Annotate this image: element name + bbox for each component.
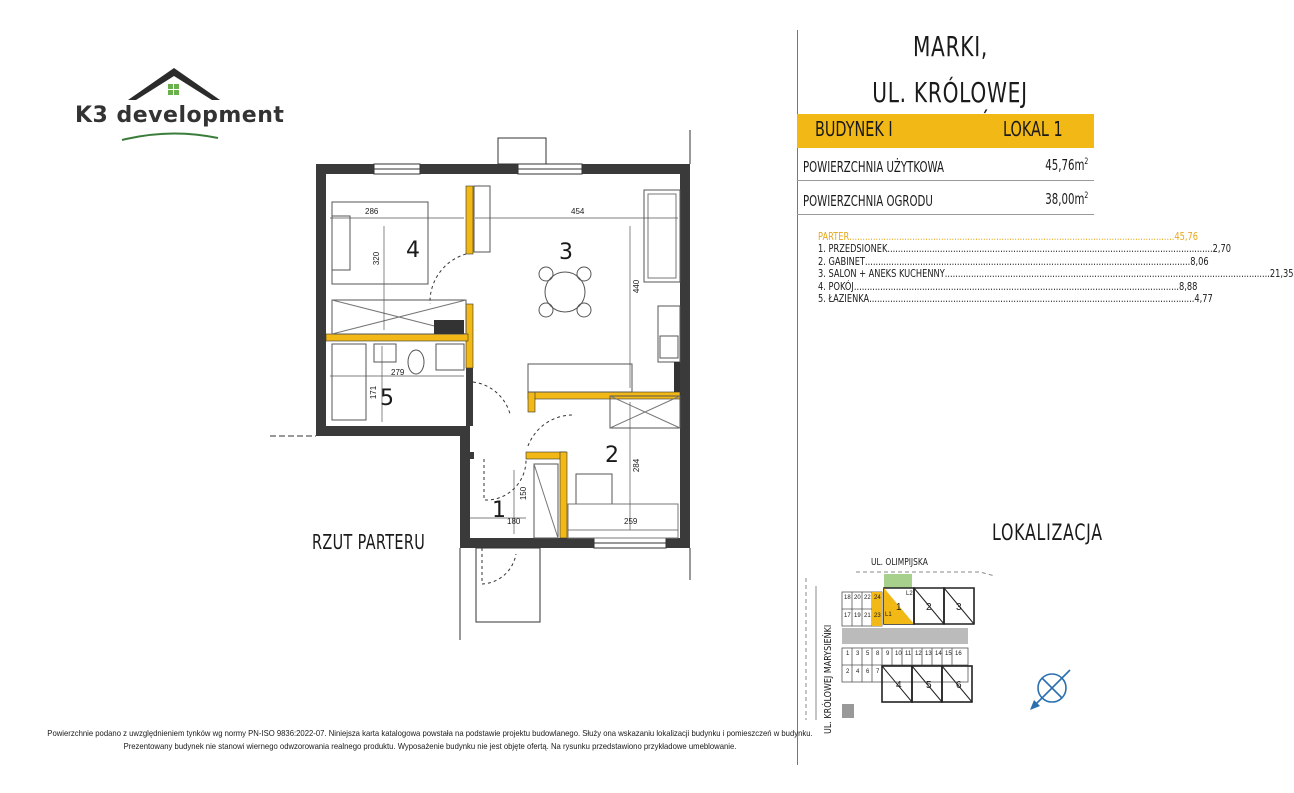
lot-num: 4	[856, 669, 860, 675]
dim-150: 150	[519, 486, 529, 501]
dim-171: 171	[369, 385, 379, 400]
lot-num: 1	[846, 651, 850, 657]
dim-286: 286	[365, 207, 379, 216]
unit-label-l2: L2	[906, 591, 913, 597]
building-num-3: 3	[956, 602, 962, 613]
location-heading: LOKALIZACJA	[992, 521, 1103, 546]
lot-num: 18	[844, 595, 851, 601]
lot-num: 16	[955, 651, 962, 657]
dim-259: 259	[624, 517, 638, 526]
street-title: UL. KRÓLOWEJ	[872, 76, 1028, 109]
plan-room-number-3: 3	[559, 240, 573, 265]
city-title: MARKI,	[912, 30, 989, 63]
building-num-2: 2	[926, 602, 932, 613]
separator	[797, 214, 1094, 215]
garden-area-label: POWIERZCHNIA OGRODU	[803, 192, 933, 210]
dim-279: 279	[391, 368, 405, 377]
logo-swoosh-icon	[120, 130, 220, 142]
floor-plan	[270, 130, 710, 640]
dim-180: 180	[507, 517, 521, 526]
plan-caption: RZUT PARTERU	[312, 530, 426, 554]
lot-num: 14	[935, 651, 942, 657]
room-row-parter: PARTER ............................................................................................................................ 45,76	[818, 230, 1199, 243]
plan-room-number-4: 4	[406, 238, 420, 263]
dim-454: 454	[571, 207, 585, 216]
lot-num: 5	[866, 651, 870, 657]
lot-num: 12	[915, 651, 922, 657]
plan-room-number-1: 1	[492, 498, 506, 523]
unit-label-l1: L1	[885, 612, 892, 618]
location-map	[800, 548, 1100, 723]
lot-num: 9	[886, 651, 890, 657]
lot-num: 23	[874, 613, 881, 619]
lot-num: 10	[895, 651, 902, 657]
room-row: 5. ŁAZIENKA ............................................................................................................................ 4,77	[818, 291, 1213, 305]
lot-num: 6	[866, 669, 870, 675]
room-row: 4. POKÓJ ............................................................................................................................ 8,88	[818, 279, 1198, 293]
room-row: 3. SALON + ANEKS KUCHENNY ............................................................................................................................ 21,35	[818, 267, 1294, 281]
separator	[797, 180, 1094, 181]
lot-num: 24	[874, 595, 881, 601]
lot-num: 3	[856, 651, 860, 657]
disclaimer-line-2: Prezentowany budynek nie stanowi wiernego odwzorowania realnego produktu. Wyposażenie budynku nie jest objęte ofertą. Na rysunku przedstawiono przykładowe umeblowanie.	[123, 741, 737, 751]
plan-room-number-2: 2	[605, 443, 619, 468]
building-num-4: 4	[896, 680, 902, 691]
lot-num: 2	[846, 669, 850, 675]
logo-text: K3 development	[75, 103, 285, 128]
dim-320: 320	[372, 251, 382, 266]
room-row: 1. PRZEDSIONEK ............................................................................................................................ 2,70	[818, 242, 1231, 256]
street-side-label: UL. KRÓLOWEJ MARYSIEŃKI	[823, 624, 834, 734]
lot-num: 19	[854, 613, 861, 619]
logo-house-icon	[128, 64, 220, 102]
lot-num: 21	[864, 613, 871, 619]
garden-area-value: $38,00m^2$	[1044, 190, 1088, 208]
lot-num: 15	[945, 651, 952, 657]
unit-label: LOKAL 1	[1003, 117, 1063, 141]
lot-num: 7	[876, 669, 880, 675]
lot-num: 8	[876, 651, 880, 657]
usable-area-value: $45,76m^2$	[1044, 156, 1088, 174]
room-list	[818, 230, 1294, 305]
lot-num: 20	[854, 595, 861, 601]
building-label: BUDYNEK I	[815, 117, 893, 141]
plan-room-number-5: 5	[380, 386, 394, 411]
street-top-label: UL. OLIMPIJSKA	[871, 557, 928, 568]
lot-num: 22	[864, 595, 871, 601]
lot-num: 11	[905, 651, 912, 657]
lot-num: 17	[844, 613, 851, 619]
lot-num: 13	[925, 651, 932, 657]
building-num-5: 5	[926, 680, 932, 691]
disclaimer	[34, 727, 825, 753]
dim-440: 440	[632, 279, 642, 294]
dim-284: 284	[632, 458, 642, 473]
building-num-6: 6	[956, 680, 962, 691]
room-row: 2. GABINET ............................................................................................................................ 8,06	[818, 254, 1209, 268]
usable-area-label: POWIERZCHNIA UŻYTKOWA	[803, 158, 945, 176]
disclaimer-line-1: Powierzchnie podano z uwzględnieniem tynków wg normy PN-ISO 9836:2022-07. Niniejsza karta katalogowa powstała na podstawie projektu budowlanego. Służy ona wskazaniu lokalizacji budynku i pomieszczeń w budynku.	[47, 728, 813, 738]
building-num-1: 1	[896, 602, 902, 613]
